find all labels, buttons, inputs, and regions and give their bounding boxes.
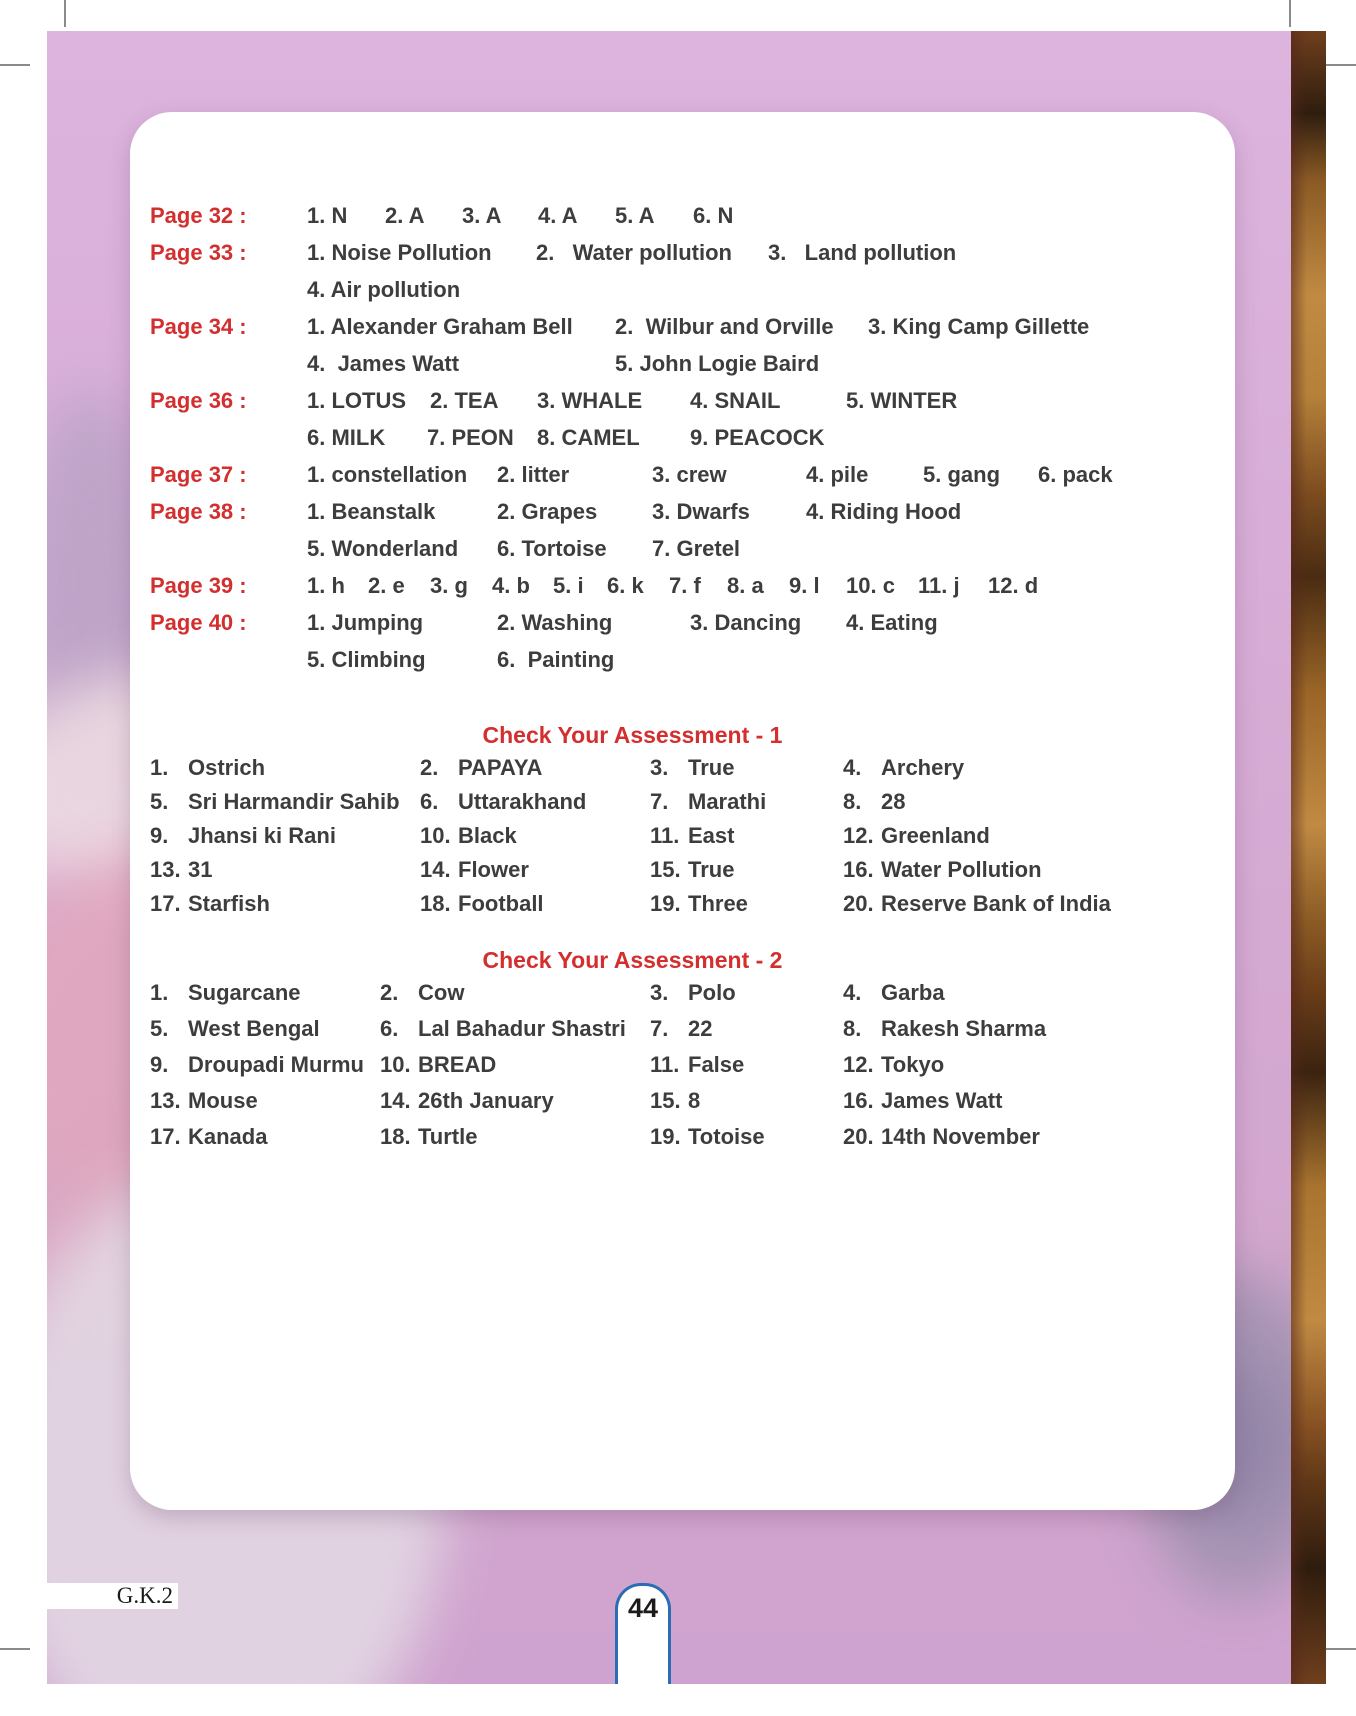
assessment-answer xyxy=(150,857,420,891)
answer-item: 4. b xyxy=(492,573,530,598)
answer-lines xyxy=(307,382,1115,456)
answer-text: True xyxy=(688,755,735,780)
page-label: Page 37 : xyxy=(150,462,247,487)
assessment-answer xyxy=(650,755,843,789)
assessment-2-answers xyxy=(150,980,1115,1160)
answer-item: 12. d xyxy=(988,573,1039,598)
answer-item: 9. l xyxy=(789,573,820,598)
answer-item: 11. j xyxy=(918,573,960,598)
bottom-margin xyxy=(0,1684,1356,1716)
assessment-answer xyxy=(843,789,1115,823)
answer-item: 9. PEACOCK xyxy=(690,425,825,450)
answer-number: 9. xyxy=(150,1052,169,1077)
book-label xyxy=(47,1583,178,1609)
answer-text: Mouse xyxy=(188,1088,258,1113)
assessment-answer xyxy=(380,1088,650,1124)
answer-number: 4. xyxy=(843,755,862,780)
answer-line xyxy=(307,271,1115,308)
answer-text: Tokyo xyxy=(881,1052,945,1077)
answer-item: 4. SNAIL xyxy=(690,388,781,413)
answer-number: 14. xyxy=(420,857,451,882)
answer-item: 2. Grapes xyxy=(497,499,598,524)
answer-line xyxy=(307,382,1115,419)
answer-item: 1. h xyxy=(307,573,345,598)
answer-item: 1. Jumping xyxy=(307,610,424,635)
answer-item: 6. k xyxy=(607,573,644,598)
answer-number: 8. xyxy=(843,1016,862,1041)
assessment-answer xyxy=(843,1016,1115,1052)
answer-item: 2. Washing xyxy=(497,610,613,635)
answer-text: Uttarakhand xyxy=(458,789,587,814)
crop-mark-top-left-horizontal xyxy=(0,64,30,66)
answer-number: 13. xyxy=(150,1088,181,1113)
crop-mark-top-right-horizontal xyxy=(1326,64,1356,66)
assessment-answer xyxy=(843,755,1115,789)
answer-text: East xyxy=(688,823,735,848)
answer-key-row xyxy=(150,493,1115,567)
answer-lines xyxy=(307,493,1115,567)
answer-number: 12. xyxy=(843,1052,874,1077)
page-label: Page 40 : xyxy=(150,610,247,635)
crop-mark-bottom-left-horizontal xyxy=(0,1648,30,1650)
answer-item: 4. Riding Hood xyxy=(806,499,962,524)
answer-number: 18. xyxy=(420,891,451,916)
assessment-answer xyxy=(650,857,843,891)
answer-item: 1. Beanstalk xyxy=(307,499,436,524)
assessment-answer xyxy=(150,1052,380,1088)
answer-text: 22 xyxy=(688,1016,713,1041)
answer-item: 6. pack xyxy=(1038,462,1113,487)
answer-item: 3. Dancing xyxy=(690,610,802,635)
answer-item: 5. John Logie Baird xyxy=(615,351,820,376)
answer-item: 6. N xyxy=(693,203,734,228)
answers-card xyxy=(130,112,1235,1510)
assessment-answer xyxy=(650,1088,843,1124)
answer-text: Lal Bahadur Shastri xyxy=(418,1016,626,1041)
answer-item: 5. Climbing xyxy=(307,647,426,672)
assessment-answer xyxy=(380,1052,650,1088)
assessment-answer xyxy=(150,755,420,789)
answer-item: 3. Land pollution xyxy=(768,240,957,265)
answer-number: 5. xyxy=(150,1016,169,1041)
answer-item: 4. Eating xyxy=(846,610,938,635)
answer-key-row xyxy=(150,604,1115,678)
answer-item: 1. N xyxy=(307,203,348,228)
answer-item: 8. a xyxy=(727,573,764,598)
assessment-answer xyxy=(150,1124,380,1160)
answer-item: 7. PEON xyxy=(427,425,514,450)
answer-item: 1. constellation xyxy=(307,462,468,487)
answer-text: Garba xyxy=(881,980,945,1005)
answer-key-row xyxy=(150,308,1115,382)
assessment-answer xyxy=(420,823,650,857)
answer-item: 5. gang xyxy=(923,462,1001,487)
assessment-answer xyxy=(650,1052,843,1088)
answer-item: 1. LOTUS xyxy=(307,388,407,413)
answer-text: True xyxy=(688,857,735,882)
answer-text: 31 xyxy=(188,857,213,882)
crop-mark-top-right-vertical xyxy=(1289,0,1291,27)
answer-lines xyxy=(307,604,1115,678)
page-label: Page 32 : xyxy=(150,203,247,228)
answer-item: 4. A xyxy=(538,203,578,228)
assessment-answer xyxy=(843,1088,1115,1124)
answer-text: Kanada xyxy=(188,1124,268,1149)
page-label: Page 39 : xyxy=(150,573,247,598)
answer-line xyxy=(307,493,1115,530)
answer-text: Turtle xyxy=(418,1124,478,1149)
assessment-answer xyxy=(843,857,1115,891)
answer-number: 7. xyxy=(650,789,669,814)
answer-item: 8. CAMEL xyxy=(537,425,640,450)
answer-key-row xyxy=(150,567,1115,604)
answer-number: 10. xyxy=(380,1052,411,1077)
answer-text: James Watt xyxy=(881,1088,1003,1113)
wood-photo-strip xyxy=(1291,31,1326,1684)
assessment-answer xyxy=(150,1016,380,1052)
answer-item: 6. MILK xyxy=(307,425,386,450)
assessment-answer xyxy=(650,891,843,925)
page-label: Page 38 : xyxy=(150,499,247,524)
answer-key-row xyxy=(150,197,1115,234)
answer-item: 3. Dwarfs xyxy=(652,499,750,524)
answer-item: 2. litter xyxy=(497,462,570,487)
answer-item: 4. pile xyxy=(806,462,869,487)
answer-item: 3. King Camp Gillette xyxy=(868,314,1090,339)
assessment-answer xyxy=(150,980,380,1016)
answer-number: 2. xyxy=(420,755,439,780)
answer-line xyxy=(307,567,1115,604)
assessment-answer xyxy=(843,1124,1115,1160)
answer-item: 2. e xyxy=(368,573,405,598)
answer-number: 11. xyxy=(650,1052,680,1077)
assessment-answer xyxy=(650,980,843,1016)
answer-key-row xyxy=(150,382,1115,456)
answer-text: Flower xyxy=(458,857,529,882)
assessment-answer xyxy=(843,823,1115,857)
answer-number: 4. xyxy=(843,980,862,1005)
answer-text: Starfish xyxy=(188,891,270,916)
answer-key-row xyxy=(150,456,1115,493)
answer-text: Three xyxy=(688,891,748,916)
page-label: Page 34 : xyxy=(150,314,247,339)
answer-text: Sri Harmandir Sahib xyxy=(188,789,400,814)
answer-number: 9. xyxy=(150,823,169,848)
answer-number: 16. xyxy=(843,857,874,882)
assessment-answer xyxy=(150,823,420,857)
answer-text: West Bengal xyxy=(188,1016,320,1041)
answer-line xyxy=(307,530,1115,567)
answer-text: Greenland xyxy=(881,823,990,848)
assessment-answer xyxy=(380,1124,650,1160)
assessment-answer xyxy=(420,755,650,789)
answer-line xyxy=(307,345,1115,382)
answer-text: Rakesh Sharma xyxy=(881,1016,1047,1041)
answer-text: Sugarcane xyxy=(188,980,301,1005)
answer-text: Polo xyxy=(688,980,736,1005)
assessment-answer xyxy=(150,891,420,925)
answer-text: Water Pollution xyxy=(881,857,1042,882)
answer-line xyxy=(307,604,1115,641)
answer-text: PAPAYA xyxy=(458,755,543,780)
assessment-answer xyxy=(380,1016,650,1052)
book-label-text: G.K.2 xyxy=(116,1583,173,1608)
answer-lines xyxy=(307,567,1115,604)
answer-text: 8 xyxy=(688,1088,701,1113)
crop-mark-top-left-vertical xyxy=(64,0,66,27)
answer-line xyxy=(307,419,1115,456)
assessment-answer xyxy=(843,1052,1115,1088)
card-content xyxy=(150,197,1115,1160)
answer-line xyxy=(307,234,1115,271)
answer-number: 12. xyxy=(843,823,874,848)
assessment-answer xyxy=(650,823,843,857)
answer-number: 18. xyxy=(380,1124,411,1149)
assessment-2-heading: Check Your Assessment - 2 xyxy=(482,947,783,973)
answer-item: 7. f xyxy=(669,573,701,598)
assessment-answer xyxy=(380,980,650,1016)
answer-item: 5. Wonderland xyxy=(307,536,459,561)
assessment-answer xyxy=(650,1016,843,1052)
answer-text: 14th November xyxy=(881,1124,1040,1149)
answer-line xyxy=(307,308,1115,345)
assessment-answer xyxy=(650,789,843,823)
answer-item: 6. Painting xyxy=(497,647,615,672)
answer-item: 5. A xyxy=(615,203,655,228)
answer-number: 14. xyxy=(380,1088,411,1113)
answer-item: 6. Tortoise xyxy=(497,536,607,561)
answer-text: Archery xyxy=(881,755,965,780)
assessment-answer xyxy=(420,857,650,891)
answer-item: 5. WINTER xyxy=(846,388,958,413)
answer-text: Marathi xyxy=(688,789,767,814)
answer-text: Ostrich xyxy=(188,755,266,780)
crop-mark-bottom-right-horizontal xyxy=(1326,1648,1356,1650)
page-number: 44 xyxy=(627,1593,659,1623)
answer-key-section xyxy=(150,197,1115,678)
answer-number: 10. xyxy=(420,823,451,848)
answer-text: Reserve Bank of India xyxy=(881,891,1111,916)
answer-number: 3. xyxy=(650,755,669,780)
answer-key-row xyxy=(150,234,1115,308)
answer-item: 3. A xyxy=(462,203,502,228)
answer-number: 6. xyxy=(420,789,439,814)
answer-item: 10. c xyxy=(846,573,895,598)
assessment-answer xyxy=(420,789,650,823)
answer-text: Cow xyxy=(418,980,465,1005)
answer-lines xyxy=(307,197,1115,234)
answer-number: 20. xyxy=(843,891,874,916)
answer-item: 5. i xyxy=(553,573,584,598)
answer-number: 17. xyxy=(150,1124,181,1149)
assessment-answer xyxy=(843,980,1115,1016)
page-label: Page 33 : xyxy=(150,240,247,265)
answer-line xyxy=(307,197,1115,234)
answer-item: 2. Wilbur and Orville xyxy=(615,314,834,339)
answer-number: 20. xyxy=(843,1124,874,1149)
page-number-pill xyxy=(615,1583,671,1684)
answer-number: 15. xyxy=(650,1088,681,1113)
answer-number: 8. xyxy=(843,789,862,814)
answer-number: 3. xyxy=(650,980,669,1005)
assessment-answer xyxy=(420,891,650,925)
answer-number: 5. xyxy=(150,789,169,814)
answer-number: 16. xyxy=(843,1088,874,1113)
assessment-answer xyxy=(150,789,420,823)
answer-item: 3. WHALE xyxy=(537,388,643,413)
answer-number: 1. xyxy=(150,755,169,780)
answer-line xyxy=(307,456,1115,493)
answer-text: 28 xyxy=(881,789,906,814)
answer-item: 2. Water pollution xyxy=(536,240,732,265)
answer-line xyxy=(307,641,1115,678)
answer-text: Black xyxy=(458,823,517,848)
answer-item: 7. Gretel xyxy=(652,536,741,561)
answer-text: Jhansi ki Rani xyxy=(188,823,336,848)
assessment-answer xyxy=(843,891,1115,925)
answer-text: BREAD xyxy=(418,1052,497,1077)
answer-number: 13. xyxy=(150,857,181,882)
answer-number: 11. xyxy=(650,823,680,848)
answer-number: 6. xyxy=(380,1016,399,1041)
answer-lines xyxy=(307,308,1115,382)
answer-item: 4. James Watt xyxy=(307,351,460,376)
answer-number: 7. xyxy=(650,1016,669,1041)
answer-number: 15. xyxy=(650,857,681,882)
answer-number: 19. xyxy=(650,891,681,916)
answer-item: 2. TEA xyxy=(430,388,499,413)
answer-text: Football xyxy=(458,891,544,916)
answer-item: 1. Noise Pollution xyxy=(307,240,492,265)
assessment-1-answers xyxy=(150,755,1115,925)
assessment-answer xyxy=(650,1124,843,1160)
assessment-1-heading: Check Your Assessment - 1 xyxy=(482,722,783,748)
answer-item: 2. A xyxy=(385,203,425,228)
answer-item: 1. Alexander Graham Bell xyxy=(307,314,573,339)
answer-item: 3. g xyxy=(430,573,468,598)
answer-number: 17. xyxy=(150,891,181,916)
answer-item: 3. crew xyxy=(652,462,727,487)
answer-text: 26th January xyxy=(418,1088,554,1113)
answer-item: 4. Air pollution xyxy=(307,277,461,302)
assessment-answer xyxy=(150,1088,380,1124)
answer-number: 2. xyxy=(380,980,399,1005)
answer-lines xyxy=(307,234,1115,308)
answer-text: Totoise xyxy=(688,1124,765,1149)
answer-number: 1. xyxy=(150,980,169,1005)
answer-number: 19. xyxy=(650,1124,681,1149)
answer-lines xyxy=(307,456,1115,493)
answer-text: Droupadi Murmu xyxy=(188,1052,364,1077)
answer-text: False xyxy=(688,1052,745,1077)
page-label: Page 36 : xyxy=(150,388,247,413)
